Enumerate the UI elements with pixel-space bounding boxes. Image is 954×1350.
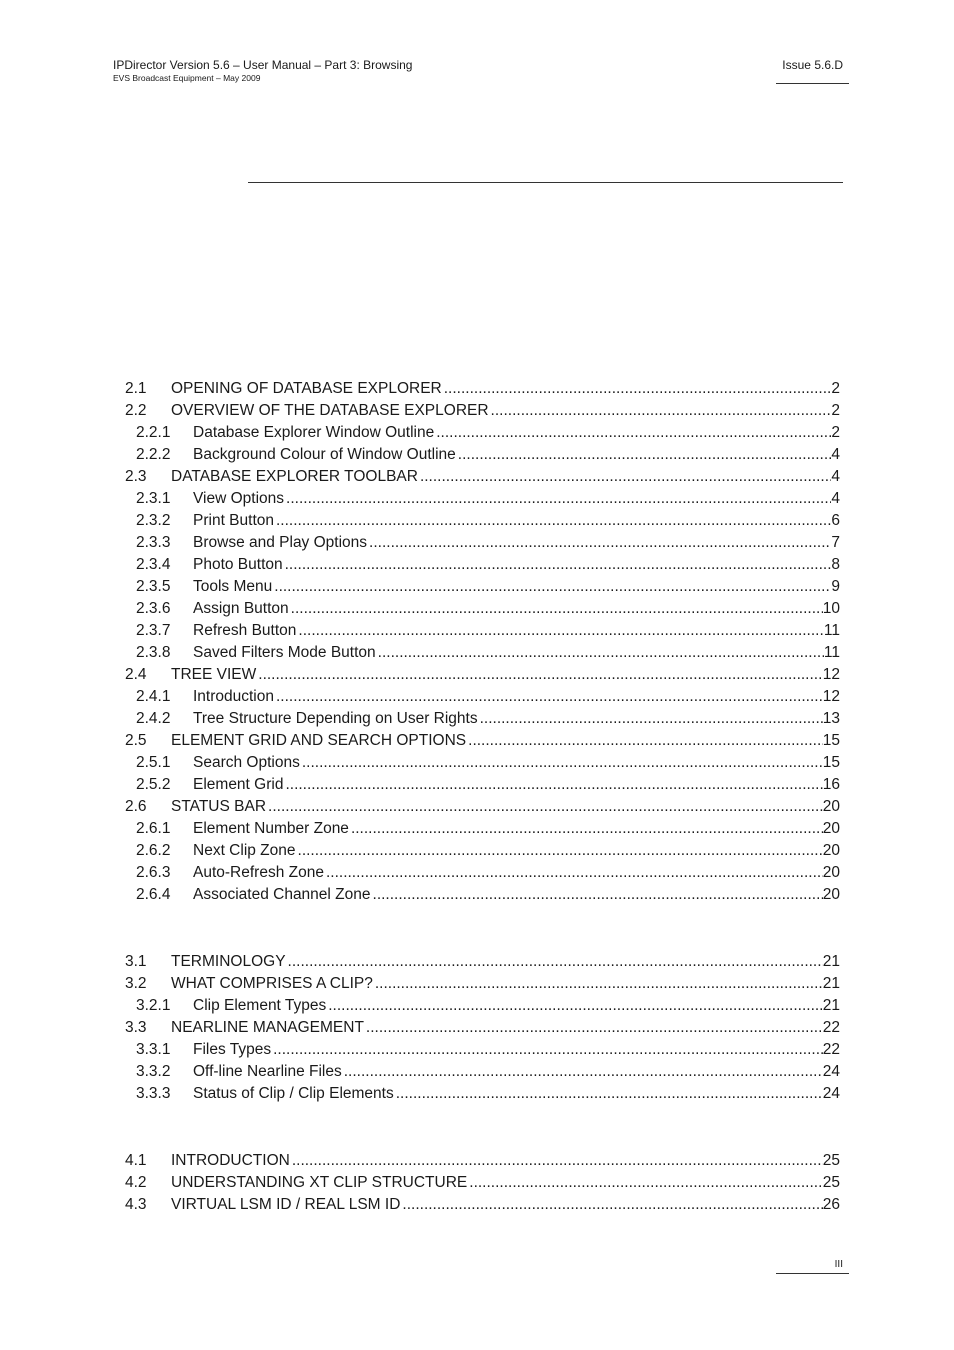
toc-entry-title: Print Button (193, 510, 276, 532)
toc-section-entry[interactable] (125, 730, 840, 752)
toc-subsection-entry[interactable] (125, 444, 840, 466)
toc-entry-number: 2.5 (125, 732, 147, 749)
toc-entry-number: 2.6.2 (136, 842, 171, 859)
toc-dot-leader (286, 488, 831, 510)
toc-entry-title: INTRODUCTION (171, 1150, 292, 1172)
toc-entry-title: Browse and Play Options (193, 532, 369, 554)
toc-entry-line (193, 995, 840, 1017)
toc-entry-title: Off-line Nearline Files (193, 1061, 344, 1083)
toc-entry-title: Refresh Button (193, 620, 298, 642)
toc-page-number: 8 (831, 554, 840, 576)
toc-entry-title: Saved Filters Mode Button (193, 642, 378, 664)
toc-entry-number: 3.2.1 (136, 997, 171, 1014)
toc-page-number: 21 (823, 995, 840, 1017)
toc-entry-title: OPENING OF DATABASE EXPLORER (171, 378, 444, 400)
toc-entry-line (171, 730, 840, 752)
toc-section-entry[interactable] (125, 1017, 840, 1039)
toc-entry-title: NEARLINE MANAGEMENT (171, 1017, 366, 1039)
toc-section-entry[interactable] (125, 378, 840, 400)
toc-entry-title: Database Explorer Window Outline (193, 422, 436, 444)
toc-entry-title: OVERVIEW OF THE DATABASE EXPLORER (171, 400, 491, 422)
toc-dot-leader (288, 951, 823, 973)
page-header (113, 58, 412, 83)
toc-page-number: 25 (823, 1150, 840, 1172)
toc-entry-line (193, 1083, 840, 1105)
toc-entry-number: 2.2.1 (136, 424, 171, 441)
toc-page-number: 4 (831, 488, 840, 510)
toc-subsection-entry[interactable] (125, 818, 840, 840)
toc-entry-number: 2.5.2 (136, 776, 171, 793)
toc-page-number: 12 (823, 664, 840, 686)
toc-entry-number: 2.1 (125, 380, 147, 397)
document-subtitle: EVS Broadcast Equipment – May 2009 (113, 73, 261, 83)
toc-dot-leader (258, 664, 822, 686)
toc-page-number: 24 (823, 1083, 840, 1105)
toc-entry-number: 2.4.2 (136, 710, 171, 727)
toc-subsection-entry[interactable] (125, 532, 840, 554)
toc-entry-title: DATABASE EXPLORER TOOLBAR (171, 466, 420, 488)
toc-subsection-entry[interactable] (125, 1083, 840, 1105)
toc-page-number: 21 (823, 973, 840, 995)
toc-entry-line (193, 422, 840, 444)
toc-entry-number: 2.3.5 (136, 578, 171, 595)
toc-dot-leader (276, 510, 831, 532)
document-title: IPDirector Version 5.6 – User Manual – Part 3: Browsing (113, 58, 413, 72)
toc-dot-leader (276, 686, 823, 708)
toc-page-number: 24 (823, 1061, 840, 1083)
toc-entry-line (193, 510, 840, 532)
toc-entry-title: Background Colour of Window Outline (193, 444, 458, 466)
toc-dot-leader (369, 532, 831, 554)
toc-subsection-entry[interactable] (125, 686, 840, 708)
toc-section-entry[interactable] (125, 1172, 840, 1194)
toc-page-number: 13 (823, 708, 840, 730)
toc-dot-leader (366, 1017, 823, 1039)
toc-subsection-entry[interactable] (125, 995, 840, 1017)
toc-page-number: 4 (831, 444, 840, 466)
toc-entry-line (171, 400, 840, 422)
toc-dot-leader (285, 554, 832, 576)
toc-entry-line (171, 796, 840, 818)
toc-entry-line (193, 1061, 840, 1083)
toc-dot-leader (436, 422, 831, 444)
toc-section-entry[interactable] (125, 466, 840, 488)
toc-dot-leader (268, 796, 823, 818)
toc-entry-number: 4.1 (125, 1152, 147, 1169)
toc-entry-number: 3.3 (125, 1019, 147, 1036)
toc-dot-leader (402, 1194, 822, 1216)
toc-dot-leader (273, 1039, 823, 1061)
toc-page-number: 15 (823, 752, 840, 774)
toc-entry-title: Assign Button (193, 598, 291, 620)
toc-entry-line (193, 686, 840, 708)
toc-entry-number: 3.1 (125, 953, 147, 970)
toc-page-number: 15 (823, 730, 840, 752)
toc-page-number: 11 (824, 642, 840, 664)
toc-entry-title: Element Grid (193, 774, 285, 796)
toc-entry-number: 4.2 (125, 1174, 147, 1191)
toc-entry-number: 2.6.3 (136, 864, 171, 881)
toc-entry-number: 2.2 (125, 402, 147, 419)
toc-entry-line (193, 488, 840, 510)
toc-subsection-entry[interactable] (125, 1039, 840, 1061)
toc-page-number: 4 (831, 466, 840, 488)
toc-entry-title: Tree Structure Depending on User Rights (193, 708, 480, 730)
toc-entry-title: Element Number Zone (193, 818, 351, 840)
toc-group-gap (125, 906, 840, 951)
toc-subsection-entry[interactable] (125, 884, 840, 906)
toc-entry-number: 2.3.4 (136, 556, 171, 573)
toc-page-number: 10 (823, 598, 840, 620)
toc-entry-number: 2.3.3 (136, 534, 171, 551)
toc-section-entry[interactable] (125, 973, 840, 995)
toc-entry-title: Tools Menu (193, 576, 274, 598)
toc-page-number: 6 (831, 510, 840, 532)
toc-page-number: 22 (823, 1017, 840, 1039)
toc-entry-title: Photo Button (193, 554, 285, 576)
toc-entry-title: STATUS BAR (171, 796, 268, 818)
toc-page-number: 2 (831, 422, 840, 444)
toc-entry-line (193, 752, 840, 774)
toc-entry-number: 3.3.2 (136, 1063, 171, 1080)
toc-section-entry[interactable] (125, 400, 840, 422)
toc-entry-title: VIRTUAL LSM ID / REAL LSM ID (171, 1194, 402, 1216)
page-number: III (834, 1259, 843, 1270)
toc-entry-title: Status of Clip / Clip Elements (193, 1083, 396, 1105)
toc-entry-line (171, 1194, 840, 1216)
toc-subsection-entry[interactable] (125, 708, 840, 730)
toc-entry-title: UNDERSTANDING XT CLIP STRUCTURE (171, 1172, 469, 1194)
toc-entry-title: ELEMENT GRID AND SEARCH OPTIONS (171, 730, 468, 752)
toc-subsection-entry[interactable] (125, 576, 840, 598)
toc-entry-line (193, 708, 840, 730)
toc-entry-number: 3.3.3 (136, 1085, 171, 1102)
toc-page-number: 20 (823, 796, 840, 818)
toc-page-number: 20 (823, 862, 840, 884)
toc-entry-line (193, 818, 840, 840)
toc-page-number: 20 (823, 818, 840, 840)
chapter-title-divider (248, 182, 843, 183)
footer-divider (776, 1273, 849, 1274)
toc-entry-number: 4.3 (125, 1196, 147, 1213)
toc-dot-leader (285, 774, 822, 796)
issue-label: Issue 5.6.D (782, 58, 843, 72)
toc-page-number: 12 (823, 686, 840, 708)
toc-dot-leader (351, 818, 823, 840)
toc-entry-line (171, 973, 840, 995)
toc-page-number: 26 (823, 1194, 840, 1216)
toc-subsection-entry[interactable] (125, 488, 840, 510)
toc-entry-line (193, 1039, 840, 1061)
toc-entry-line (193, 774, 840, 796)
toc-entry-line (193, 884, 840, 906)
toc-entry-line (171, 1150, 840, 1172)
toc-dot-leader (328, 995, 823, 1017)
toc-entry-title: TERMINOLOGY (171, 951, 288, 973)
toc-entry-title: View Options (193, 488, 286, 510)
toc-subsection-entry[interactable] (125, 840, 840, 862)
toc-dot-leader (458, 444, 832, 466)
toc-dot-leader (373, 884, 823, 906)
toc-entry-title: Associated Channel Zone (193, 884, 373, 906)
toc-page-number: 2 (831, 378, 840, 400)
toc-section-entry[interactable] (125, 951, 840, 973)
toc-subsection-entry[interactable] (125, 620, 840, 642)
toc-entry-line (171, 1172, 840, 1194)
toc-entry-number: 2.4.1 (136, 688, 171, 705)
toc-entry-line (193, 620, 840, 642)
toc-entry-line (193, 576, 840, 598)
toc-page-number: 20 (823, 884, 840, 906)
toc-entry-line (171, 951, 840, 973)
toc-entry-number: 2.6 (125, 798, 147, 815)
toc-entry-number: 2.6.4 (136, 886, 171, 903)
toc-entry-number: 2.3.7 (136, 622, 171, 639)
toc-page-number: 25 (823, 1172, 840, 1194)
toc-entry-line (193, 840, 840, 862)
toc-subsection-entry[interactable] (125, 642, 840, 664)
toc-page-number: 21 (823, 951, 840, 973)
toc-page-number: 11 (824, 620, 840, 642)
toc-dot-leader (491, 400, 832, 422)
toc-dot-leader (420, 466, 831, 488)
toc-dot-leader (274, 576, 831, 598)
toc-entry-title: Search Options (193, 752, 302, 774)
toc-entry-title: TREE VIEW (171, 664, 258, 686)
toc-dot-leader (480, 708, 823, 730)
toc-section-entry[interactable] (125, 1194, 840, 1216)
toc-entry-number: 2.3.6 (136, 600, 171, 617)
toc-subsection-entry[interactable] (125, 554, 840, 576)
toc-subsection-entry[interactable] (125, 774, 840, 796)
toc-entry-title: Clip Element Types (193, 995, 328, 1017)
toc-page-number: 2 (831, 400, 840, 422)
toc-entry-line (193, 598, 840, 620)
toc-page-number: 22 (823, 1039, 840, 1061)
toc-section-entry[interactable] (125, 664, 840, 686)
table-of-contents (125, 378, 840, 1216)
toc-section-entry[interactable] (125, 796, 840, 818)
toc-entry-line (171, 664, 840, 686)
toc-dot-leader (375, 973, 823, 995)
toc-subsection-entry[interactable] (125, 598, 840, 620)
toc-subsection-entry[interactable] (125, 422, 840, 444)
toc-dot-leader (444, 378, 832, 400)
toc-dot-leader (298, 840, 823, 862)
header-divider (776, 83, 849, 84)
toc-dot-leader (302, 752, 823, 774)
toc-entry-title: Next Clip Zone (193, 840, 298, 862)
toc-entry-number: 2.5.1 (136, 754, 171, 771)
toc-page-number: 7 (831, 532, 840, 554)
toc-entry-number: 2.3.2 (136, 512, 171, 529)
toc-entry-title: Auto-Refresh Zone (193, 862, 326, 884)
toc-entry-line (193, 554, 840, 576)
toc-subsection-entry[interactable] (125, 510, 840, 532)
toc-entry-number: 2.6.1 (136, 820, 171, 837)
toc-dot-leader (344, 1061, 823, 1083)
toc-dot-leader (469, 1172, 822, 1194)
toc-entry-title: Introduction (193, 686, 276, 708)
toc-entry-line (193, 532, 840, 554)
toc-dot-leader (378, 642, 824, 664)
toc-entry-line (171, 466, 840, 488)
toc-entry-line (171, 378, 840, 400)
toc-entry-title: Files Types (193, 1039, 273, 1061)
toc-entry-number: 2.4 (125, 666, 147, 683)
toc-page-number: 16 (823, 774, 840, 796)
toc-entry-number: 2.3.1 (136, 490, 171, 507)
toc-entry-line (193, 642, 840, 664)
toc-entry-number: 3.2 (125, 975, 147, 992)
toc-dot-leader (292, 1150, 823, 1172)
toc-dot-leader (298, 620, 824, 642)
toc-section-entry[interactable] (125, 1150, 840, 1172)
toc-entry-title: WHAT COMPRISES A CLIP? (171, 973, 375, 995)
toc-entry-line (171, 1017, 840, 1039)
toc-entry-line (193, 862, 840, 884)
toc-subsection-entry[interactable] (125, 752, 840, 774)
toc-group-gap (125, 1105, 840, 1150)
toc-entry-number: 2.2.2 (136, 446, 171, 463)
toc-entry-number: 2.3.8 (136, 644, 171, 661)
toc-dot-leader (468, 730, 823, 752)
toc-page-number: 9 (831, 576, 840, 598)
toc-entry-number: 2.3 (125, 468, 147, 485)
toc-page-number: 20 (823, 840, 840, 862)
toc-entry-number: 3.3.1 (136, 1041, 171, 1058)
toc-subsection-entry[interactable] (125, 862, 840, 884)
toc-dot-leader (396, 1083, 823, 1105)
toc-dot-leader (326, 862, 823, 884)
toc-dot-leader (291, 598, 823, 620)
toc-entry-line (193, 444, 840, 466)
toc-subsection-entry[interactable] (125, 1061, 840, 1083)
